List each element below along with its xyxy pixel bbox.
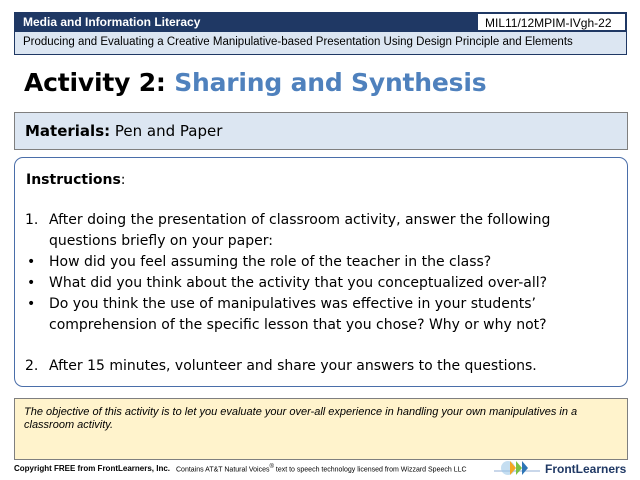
- registered-mark: ®: [269, 464, 274, 470]
- voices-notice-pre: Contains AT&T Natural Voices: [176, 466, 270, 474]
- voices-notice: [176, 464, 467, 473]
- step-1-text-line-1: After doing the presentation of classroom activity, answer the following: [49, 212, 551, 228]
- objective-text: The objective of this activity is to let you evaluate your over-all experience in handling your own manipulatives in a classroom activity.: [24, 406, 578, 431]
- competency-code-box: [477, 13, 626, 31]
- lesson-subtitle-bar: [14, 32, 627, 55]
- frontlearners-logo-icon: [494, 459, 540, 477]
- competency-code: MIL11/12MPIM-IVgh-22: [485, 16, 612, 30]
- course-header-bar: [14, 12, 627, 32]
- instructions-box: [14, 157, 628, 387]
- objective-box: [14, 398, 628, 460]
- slide-title: [24, 68, 486, 97]
- question-2: What did you think about the activity that you conceptualized over-all?: [49, 275, 548, 291]
- bullet-marker: •: [27, 296, 36, 312]
- brand-name: FrontLearners: [545, 462, 627, 476]
- materials-box: [14, 112, 628, 150]
- question-3-line-1: Do you think the use of manipulatives was effective in your students’: [49, 296, 536, 312]
- instructions-heading-colon: :: [120, 172, 126, 188]
- materials-value: Pen and Paper: [114, 122, 223, 140]
- bullet-marker: •: [27, 254, 36, 270]
- course-title: Media and Information Literacy: [23, 15, 201, 29]
- step-2-text: After 15 minutes, volunteer and share your answers to the questions.: [49, 358, 537, 374]
- materials-line: [25, 122, 222, 140]
- lesson-subtitle: Producing and Evaluating a Creative Manipulative-based Presentation Using Design Principle and Elements: [23, 36, 573, 48]
- question-1: How did you feel assuming the role of the teacher in the class?: [49, 254, 492, 270]
- bullet-marker: •: [27, 275, 36, 291]
- step-1-marker: 1.: [25, 212, 39, 228]
- step-1-text-line-2: questions briefly on your paper:: [49, 233, 273, 249]
- slide-title-accent: Sharing and Synthesis: [174, 68, 487, 97]
- question-3-line-2: comprehension of the specific lesson that you chose? Why or why not?: [49, 317, 547, 333]
- instructions-heading: Instructions: [26, 172, 121, 188]
- step-2-marker: 2.: [25, 358, 39, 374]
- instructions-heading-line: [26, 172, 126, 188]
- slide-title-prefix: Activity 2:: [24, 68, 166, 97]
- copyright-notice: Copyright FREE from FrontLearners, Inc.: [14, 464, 171, 473]
- voices-notice-post: text to speech technology licensed from Wizzard Speech LLC: [273, 466, 467, 474]
- materials-label: Materials:: [25, 122, 111, 140]
